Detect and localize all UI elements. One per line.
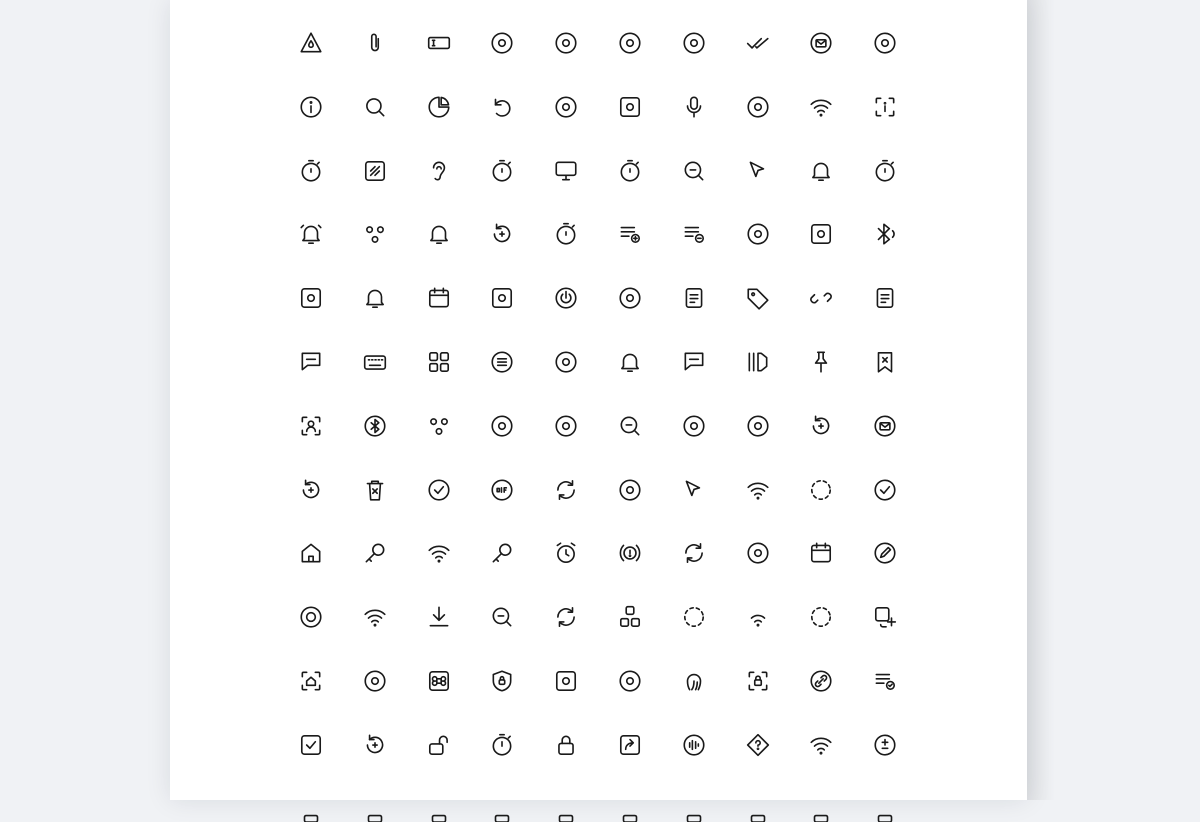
partial-icon-3 bbox=[426, 796, 452, 822]
selection-dashed-icon bbox=[808, 477, 834, 503]
wifi-circle-icon bbox=[745, 477, 771, 503]
chat-cursor-icon bbox=[298, 349, 324, 375]
wifi-low-icon bbox=[745, 604, 771, 630]
list-remove-icon bbox=[681, 221, 707, 247]
bell-snooze-icon bbox=[426, 221, 452, 247]
timer-question-icon bbox=[872, 158, 898, 184]
monitor-icon bbox=[553, 158, 579, 184]
info-circle-icon bbox=[298, 94, 324, 120]
display-circle-icon bbox=[681, 30, 707, 56]
focus-face-icon bbox=[489, 30, 515, 56]
search-icon bbox=[362, 94, 388, 120]
home-scan-icon bbox=[298, 668, 324, 694]
timer-settings-icon bbox=[617, 158, 643, 184]
home-icon bbox=[298, 540, 324, 566]
alarm-clock-icon bbox=[553, 540, 579, 566]
pin-icon bbox=[808, 349, 834, 375]
audio-wave-circle-icon bbox=[681, 732, 707, 758]
copy-add-icon bbox=[872, 604, 898, 630]
bluetooth-audio-icon bbox=[872, 221, 898, 247]
text-cursor-box-icon bbox=[426, 30, 452, 56]
heart-dashed-icon bbox=[681, 604, 707, 630]
keyboard-small-icon bbox=[681, 413, 707, 439]
partial-icon-4 bbox=[489, 796, 515, 822]
slash-square-icon bbox=[362, 158, 388, 184]
mail-circle-icon bbox=[808, 30, 834, 56]
check-circle-down-icon bbox=[426, 477, 452, 503]
swap-circle-icon bbox=[553, 94, 579, 120]
drop-triangle-icon bbox=[298, 30, 324, 56]
code-search-icon bbox=[617, 413, 643, 439]
alarm-bell-icon bbox=[298, 221, 324, 247]
sync-icon bbox=[681, 540, 707, 566]
partial-icon-2 bbox=[362, 796, 388, 822]
key-square-icon bbox=[553, 668, 579, 694]
tag-icon bbox=[745, 285, 771, 311]
arrow-up-right-square-icon bbox=[617, 94, 643, 120]
expand-vertical-icon bbox=[553, 30, 579, 56]
dots-cluster-icon bbox=[362, 221, 388, 247]
partial-icon-5 bbox=[553, 796, 579, 822]
nodes-icon bbox=[426, 413, 452, 439]
bell-icon bbox=[808, 158, 834, 184]
sidebar-panel-icon bbox=[745, 349, 771, 375]
grid-apps-icon bbox=[426, 349, 452, 375]
list-check-icon bbox=[872, 668, 898, 694]
link-broken-icon bbox=[808, 285, 834, 311]
partial-icon-1 bbox=[298, 796, 324, 822]
toggle-settings-icon bbox=[745, 221, 771, 247]
rotate-camera-icon bbox=[362, 732, 388, 758]
apps-add-icon bbox=[617, 604, 643, 630]
checkbox-icon bbox=[298, 732, 324, 758]
bell-settings-icon bbox=[362, 285, 388, 311]
refresh-nodes-icon bbox=[553, 477, 579, 503]
document-lines-icon bbox=[872, 285, 898, 311]
calendar-edit-icon bbox=[426, 285, 452, 311]
timer-dotted-icon bbox=[553, 221, 579, 247]
ear-icon bbox=[426, 158, 452, 184]
bookmark-remove-icon bbox=[872, 349, 898, 375]
share-square-icon bbox=[617, 732, 643, 758]
wifi-broken-icon bbox=[426, 540, 452, 566]
brightness-square-icon bbox=[298, 285, 324, 311]
sheet-shadow bbox=[1027, 0, 1055, 800]
gif-circle-icon bbox=[489, 477, 515, 503]
menu-circle-icon bbox=[489, 349, 515, 375]
double-check-icon bbox=[745, 30, 771, 56]
info-scan-icon bbox=[872, 94, 898, 120]
face-scan-icon bbox=[298, 413, 324, 439]
rss-square-icon bbox=[489, 285, 515, 311]
unlock-icon bbox=[426, 732, 452, 758]
fingerprint-icon bbox=[681, 668, 707, 694]
search-dots-icon bbox=[489, 604, 515, 630]
screen-search-icon bbox=[681, 158, 707, 184]
rotate-plus-alt-icon bbox=[298, 477, 324, 503]
add-circle-alt-icon bbox=[745, 540, 771, 566]
partial-icon-8 bbox=[745, 796, 771, 822]
command-square-icon bbox=[426, 668, 452, 694]
camera-circle-icon bbox=[298, 604, 324, 630]
undo-icon bbox=[489, 94, 515, 120]
wifi-strong-icon bbox=[808, 732, 834, 758]
sliders-square-icon bbox=[808, 221, 834, 247]
microphone-circle-icon bbox=[362, 668, 388, 694]
edit-circle-icon bbox=[872, 540, 898, 566]
wifi-question-icon bbox=[362, 604, 388, 630]
bell-badge-icon bbox=[617, 349, 643, 375]
download-icon bbox=[426, 604, 452, 630]
calendar-sync-icon bbox=[808, 540, 834, 566]
key-icon bbox=[362, 540, 388, 566]
check-dashed-circle-icon bbox=[808, 604, 834, 630]
accessibility-icon bbox=[489, 413, 515, 439]
keyboard-icon bbox=[362, 349, 388, 375]
paperclip-alt-icon bbox=[745, 94, 771, 120]
list-add-icon bbox=[617, 221, 643, 247]
mail-tray-icon bbox=[872, 413, 898, 439]
diamond-question-icon bbox=[745, 732, 771, 758]
photo-stack-icon bbox=[617, 477, 643, 503]
checklist-send-icon bbox=[872, 477, 898, 503]
bluetooth-circle-icon bbox=[362, 413, 388, 439]
select-cursor-icon bbox=[745, 158, 771, 184]
cursor-block-icon bbox=[681, 477, 707, 503]
alert-circle-icon bbox=[617, 540, 643, 566]
link-circle-icon bbox=[808, 668, 834, 694]
paperclip-icon bbox=[362, 30, 388, 56]
partial-icon-10 bbox=[872, 796, 898, 822]
rotate-close-icon bbox=[808, 413, 834, 439]
partial-icon-9 bbox=[808, 796, 834, 822]
partial-icon-6 bbox=[617, 796, 643, 822]
rotate-plus-icon bbox=[489, 221, 515, 247]
target-circle-icon bbox=[617, 30, 643, 56]
lock-scan-icon bbox=[745, 668, 771, 694]
chat-select-icon bbox=[681, 349, 707, 375]
timer-z-icon bbox=[489, 158, 515, 184]
stopwatch-icon bbox=[489, 732, 515, 758]
partial-icon-7 bbox=[681, 796, 707, 822]
globe-half-icon bbox=[553, 413, 579, 439]
trash-close-icon bbox=[362, 477, 388, 503]
plus-minus-circle-icon bbox=[872, 732, 898, 758]
monitor-settings-icon bbox=[617, 668, 643, 694]
timer-moon-icon bbox=[298, 158, 324, 184]
microphone-icon bbox=[681, 94, 707, 120]
pie-chart-icon bbox=[426, 94, 452, 120]
logout-circle-icon bbox=[553, 349, 579, 375]
wrench-circle-icon bbox=[617, 285, 643, 311]
refresh-ring-icon bbox=[553, 604, 579, 630]
lock-icon bbox=[553, 732, 579, 758]
key-alt-icon bbox=[489, 540, 515, 566]
video-circle-icon bbox=[872, 30, 898, 56]
wifi-icon bbox=[808, 94, 834, 120]
power-circle-icon bbox=[553, 285, 579, 311]
shield-lock-icon bbox=[489, 668, 515, 694]
document-info-icon bbox=[681, 285, 707, 311]
add-circle-bracket-icon bbox=[745, 413, 771, 439]
